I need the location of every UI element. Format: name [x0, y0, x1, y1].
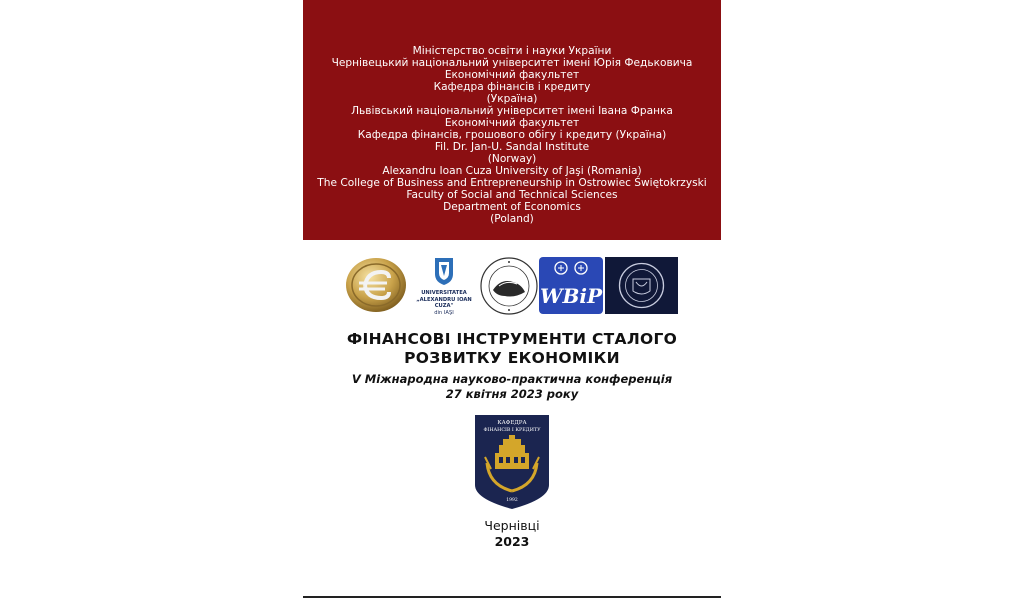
header-block	[303, 0, 721, 240]
organizer-line: Львівський національний університет імені Івана Франка	[351, 105, 673, 117]
crest-year: 1992	[506, 498, 518, 503]
department-crest	[473, 413, 551, 511]
organizer-line: Міністерство освіти і науки України	[412, 45, 612, 57]
title-line-2: РОЗВИТКУ ЕКОНОМІКИ	[404, 349, 620, 367]
wsbip-logo	[539, 257, 603, 314]
uaic-shield-icon	[409, 256, 479, 286]
subtitle-line-1: V Міжнародна науково-практична конференція	[351, 372, 673, 386]
title-line-1: ФІНАНСОВІ ІНСТРУМЕНТИ СТАЛОГО	[346, 330, 678, 348]
organizer-line: Кафедра фінансів, грошового обігу і кредиту (Україна)	[357, 129, 667, 141]
organizer-line: (Poland)	[490, 213, 534, 225]
uaic-line-1: UNIVERSITATEA	[421, 290, 467, 296]
organizers-list	[303, 45, 721, 225]
organizer-line: (Україна)	[486, 93, 538, 105]
organizer-line: Department of Economics	[443, 201, 581, 213]
organizer-line: The College of Business and Entrepreneurship in Ostrowiec Świętokrzyski	[317, 177, 707, 189]
uaic-line-3: din IAŞI	[434, 309, 454, 316]
conference-title	[303, 330, 721, 368]
organizer-line: Кафедра фінансів і кредиту	[433, 81, 591, 93]
organizer-line: Економічний факультет	[444, 117, 580, 129]
conference-subtitle	[303, 372, 721, 402]
university-emblem-icon	[605, 257, 678, 314]
wsbip-label: WBiP	[539, 284, 602, 308]
organizer-line: (Norway)	[487, 153, 537, 165]
organizer-line: Fil. Dr. Jan-U. Sandal Institute	[434, 141, 590, 153]
partner-logos	[303, 254, 721, 318]
uaic-logo	[409, 256, 479, 316]
crest-text-2: ФІНАНСІВ І КРЕДИТУ	[483, 428, 541, 433]
publication-place	[303, 518, 721, 550]
organizer-line: Економічний факультет	[444, 69, 580, 81]
sandal-institute-seal-icon	[479, 256, 539, 316]
cover-page	[303, 0, 721, 599]
city: Чернівці	[484, 518, 540, 533]
finance-coin-logo	[345, 256, 407, 314]
department-crest-icon	[473, 413, 551, 511]
crest-text-1: КАФЕДРА	[497, 420, 527, 426]
uaic-line-2: „ALEXANDRU IOAN CUZA"	[416, 296, 472, 309]
bottom-divider	[303, 596, 721, 598]
wsbip-crest-icon	[539, 257, 603, 279]
organizer-line: Alexandru Ioan Cuza University of Jaşi (Romania)	[382, 165, 642, 177]
subtitle-line-2: 27 квітня 2023 року	[445, 387, 579, 401]
organizer-line: Чернівецький національний університет імені Юрія Федьковича	[331, 57, 693, 69]
organizer-line: Faculty of Social and Technical Sciences	[406, 189, 618, 201]
year: 2023	[494, 534, 530, 549]
